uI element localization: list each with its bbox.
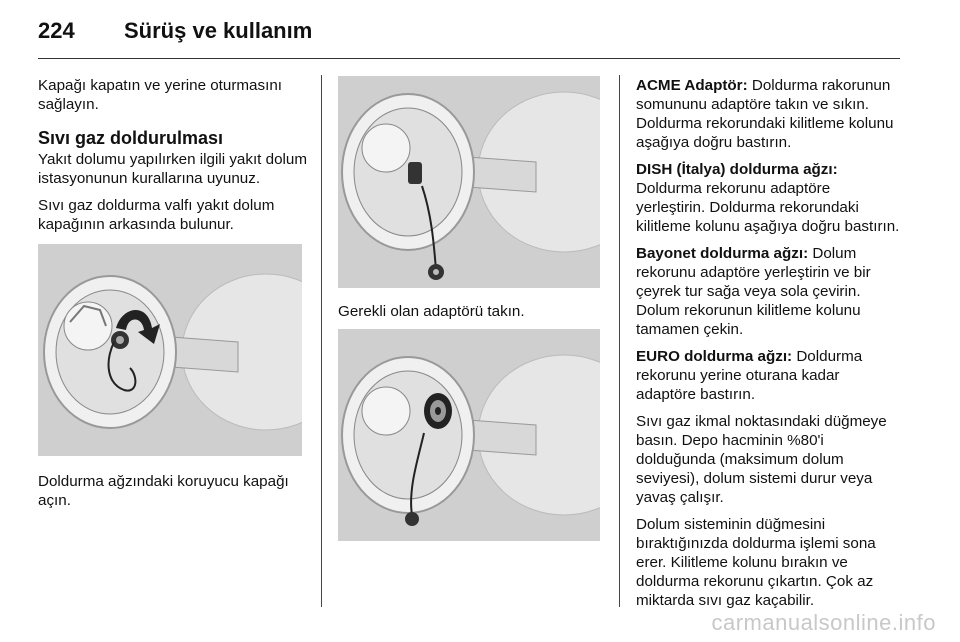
paragraph-valve-location: Sıvı gaz doldurma valfı yakıt dolum kapağının arkasında bulunur. <box>38 197 275 233</box>
paragraph-euro <box>636 347 902 404</box>
dish-label: DISH (İtalya) doldurma ağzı: <box>636 161 838 178</box>
bayonet-label: Bayonet doldurma ağzı: <box>636 245 809 262</box>
chapter-title: Sürüş ve kullanım <box>124 18 313 43</box>
acme-text: Doldurma rakorunun somununu adaptöre takın ve sıkın. Doldurma rekorundaki kilitleme kolunu aşağıya doğru bastırın. <box>636 77 894 151</box>
paragraph-close-cap: Kapağı kapatın ve yerine oturmasını sağlayın. <box>38 77 282 113</box>
paragraph-release: Dolum sisteminin düğmesini bıraktığınızda doldurma işlemi sona erer. Kilitleme kolunu bırakın ve doldurma rekorunu çıkartın. Çok az miktarda sıvı gaz kaçabilir. <box>636 516 876 609</box>
paragraph-bayonet <box>636 244 902 339</box>
column-3 <box>636 76 902 618</box>
paragraph-button: Sıvı gaz ikmal noktasındaki düğmeye basın. Depo hacminin %80'i dolduğunda (maksimum dolum seviyesi), dolum sistemi durur veya yavaş çalışır. <box>636 413 887 506</box>
acme-label: ACME Adaptör: <box>636 77 748 94</box>
figure-adaptor-fitted <box>338 329 600 541</box>
euro-text: Doldurma rekorunu yerine oturana kadar adaptöre bastırın. <box>636 348 863 403</box>
paragraph-rules: Yakıt dolumu yapılırken ilgili yakıt dolum istasyonunun kurallarına uyunuz. <box>38 151 307 187</box>
section-heading: Sıvı gaz doldurulması <box>38 128 224 148</box>
dish-text: Doldurma rekorunu adaptöre yerleştirin. Doldurma rekorundaki kilitleme kolunu aşağıya doğru bastırın. <box>636 180 900 235</box>
figure-caption-1: Doldurma ağzındaki koruyucu kapağı açın. <box>38 473 289 509</box>
page-header <box>38 18 898 58</box>
bayonet-text: Dolum rekorunu adaptöre yerleştirin ve bir çeyrek tur sağa veya sola çevirin. Dolum rekorunun kilitleme kolunu tamamen çekin. <box>636 245 871 338</box>
figure-open-cap <box>38 244 302 456</box>
column-divider-2 <box>619 75 620 607</box>
watermark: carmanualsonline.info <box>711 610 936 635</box>
page-number: 224 <box>38 18 75 43</box>
figure-adaptor <box>338 76 600 288</box>
column-2 <box>338 76 604 541</box>
column-divider-1 <box>321 75 322 607</box>
header-divider <box>38 58 900 59</box>
column-1 <box>38 76 308 518</box>
paragraph-dish <box>636 160 902 236</box>
figure-caption-2: Gerekli olan adaptörü takın. <box>338 303 525 320</box>
euro-label: EURO doldurma ağzı: <box>636 348 793 365</box>
paragraph-acme <box>636 76 902 152</box>
